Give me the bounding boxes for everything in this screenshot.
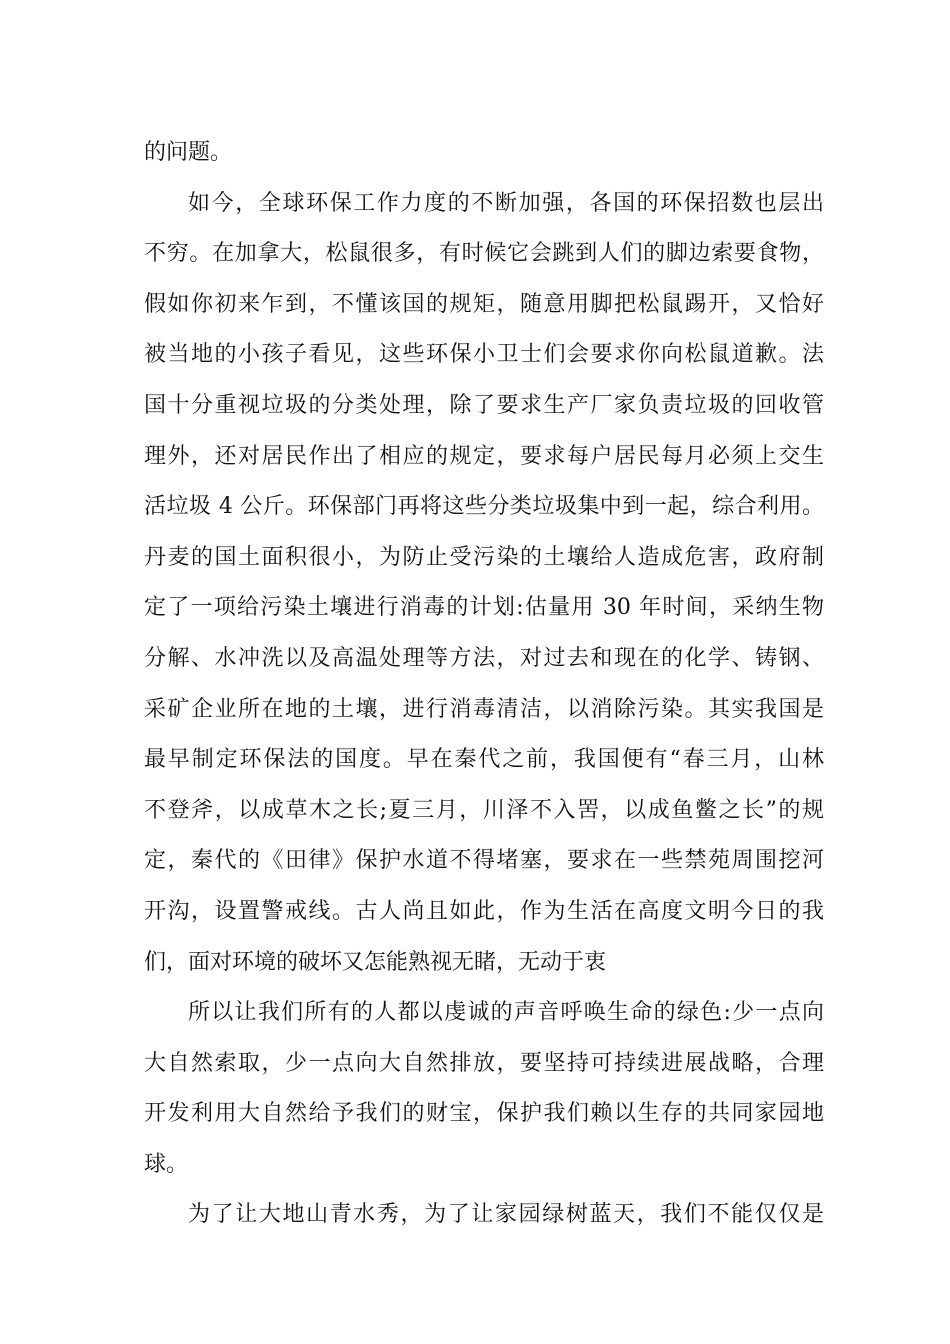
text-line: 不穷。在加拿大，松鼠很多，有时候它会跳到人们的脚边索要食物， bbox=[144, 241, 824, 267]
text-line: 定了一项给污染土壤进行消毒的计划:估量用 30 年时间，采纳生物 bbox=[144, 595, 824, 621]
text-line: 不登斧，以成草木之长;夏三月，川泽不入罟，以成鱼鳖之长”的规 bbox=[144, 797, 824, 823]
paragraph-first-line: 所以让我们所有的人都以虔诚的声音呼唤生命的绿色:少一点向 bbox=[188, 1000, 824, 1026]
text-line: 们，面对环境的破坏又怎能熟视无睹，无动于衷 bbox=[144, 949, 607, 975]
text-line: 活垃圾 4 公斤。环保部门再将这些分类垃圾集中到一起，综合利用。 bbox=[144, 494, 824, 520]
text-line: 球。 bbox=[144, 1151, 189, 1177]
text-line: 大自然索取，少一点向大自然排放，要坚持可持续进展战略，合理 bbox=[144, 1050, 824, 1076]
text-line: 国十分重视垃圾的分类处理，除了要求生产厂家负责垃圾的回收管 bbox=[144, 392, 824, 418]
text-line: 开沟，设置警戒线。古人尚且如此，作为生活在高度文明今日的我 bbox=[144, 898, 824, 924]
text-line: 分解、水冲洗以及高温处理等方法，对过去和现在的化学、铸钢、 bbox=[144, 645, 824, 671]
text-line: 采矿企业所在地的土壤，进行消毒清洁，以消除污染。其实我国是 bbox=[144, 696, 824, 722]
paragraph-first-line: 为了让大地山青水秀，为了让家园绿树蓝天，我们不能仅仅是 bbox=[188, 1202, 824, 1228]
body-text bbox=[144, 128, 824, 1241]
text-line: 的问题。 bbox=[144, 140, 233, 165]
text-line: 最早制定环保法的国度。早在秦代之前，我国便有“春三月，山林 bbox=[144, 747, 824, 773]
text-line: 假如你初来乍到，不懂该国的规矩，随意用脚把松鼠踢开，又恰好 bbox=[144, 291, 824, 317]
text-line: 被当地的小孩子看见，这些环保小卫士们会要求你向松鼠道歉。法 bbox=[144, 342, 824, 368]
text-line: 丹麦的国土面积很小，为防止受污染的土壤给人造成危害，政府制 bbox=[144, 544, 824, 570]
paragraph-first-line: 如今，全球环保工作力度的不断加强，各国的环保招数也层出 bbox=[188, 190, 824, 216]
text-line: 理外，还对居民作出了相应的规定，要求每户居民每月必须上交生 bbox=[144, 443, 824, 469]
text-line: 开发利用大自然给予我们的财宝，保护我们赖以生存的共同家园地 bbox=[144, 1101, 824, 1127]
text-line: 定，秦代的《田律》保护水道不得堵塞，要求在一些禁苑周围挖河 bbox=[144, 848, 824, 874]
